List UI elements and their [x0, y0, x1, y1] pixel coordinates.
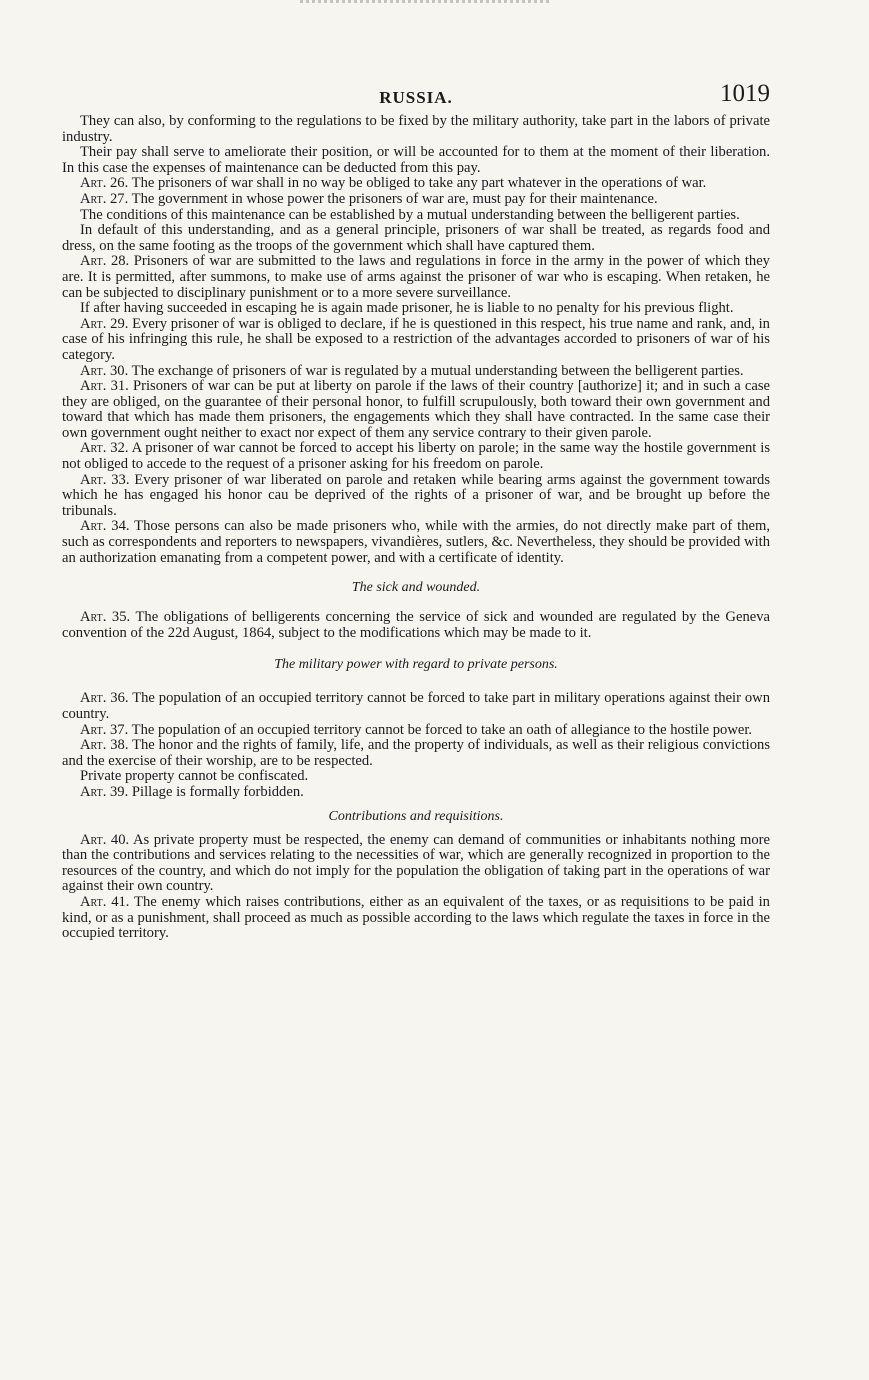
paragraph-text: Every prisoner of war liberated on parole and retaken while bearing arms against the government towards which he has engaged his honor cau be deprived of the rights of a prisoner of war, and be brought up before the tribunals.	[62, 471, 771, 519]
article-number: Art. 40.	[80, 831, 130, 848]
paragraph	[62, 223, 770, 254]
article-paragraph	[62, 610, 770, 641]
paragraph-text: The population of an occupied territory cannot be forced to take part in military operations against their own country.	[62, 690, 771, 722]
paragraph-text: Private property cannot be confiscated.	[80, 768, 309, 785]
paragraph-text: Prisoners of war can be put at liberty on parole if the laws of their country [authorize] it; and in such a case they are obliged, on the guarantee of their personal honor, to fulfill scrupulously, both toward their own government and toward that which has made them prisoners, the engagements which they shall have contracted. In the same case their own government ought neither to exact nor expect of them any service contrary to their given parole.	[62, 378, 770, 441]
article-paragraph	[62, 254, 770, 301]
article-paragraph	[62, 176, 770, 192]
article-number: Art. 36.	[80, 690, 129, 707]
article-paragraph	[62, 785, 770, 801]
article-number: Art. 41.	[80, 893, 130, 910]
paragraph-text: The obligations of belligerents concerning the service of sick and wounded are regulated by the Geneva convention of the 22d August, 1864, subject to the modifications which may be made to it.	[62, 609, 771, 641]
section-heading-sick-wounded: The sick and wounded.	[351, 580, 481, 596]
paragraph-text: The population of an occupied territory cannot be forced to take an oath of allegiance to the hostile power.	[131, 721, 753, 738]
article-number: Art. 39.	[80, 783, 129, 800]
paragraph-text: Pillage is formally forbidden.	[131, 783, 304, 800]
paragraph-text: The enemy which raises contributions, either as an equivalent of the taxes, or as requisitions to be paid in kind, or as a punishment, shall proceed as much as possible according to the laws which regulate the taxes in force in the occupied territory.	[62, 893, 770, 942]
paragraph-text: The exchange of prisoners of war is regulated by a mutual understanding between the belligerent parties.	[131, 362, 744, 379]
article-number: Art. 38.	[80, 737, 129, 754]
paragraph-text: Prisoners of war are submitted to the laws and regulations in force in the army in the power of which they are. It is permitted, after summons, to make use of arms against the prisoner of war who is escaping. When retaken, he can be subjected to disciplinary punishment or to a more severe surveillance.	[62, 253, 770, 301]
page-header	[62, 80, 770, 114]
paragraph	[62, 145, 770, 176]
section-heading-contributions: Contributions and requisitions.	[328, 808, 504, 824]
article-paragraph	[62, 379, 770, 441]
article-number: Art. 28.	[80, 253, 130, 270]
article-paragraph	[62, 364, 770, 380]
article-number: Art. 29.	[80, 315, 129, 332]
section-heading-private-persons: The military power with regard to private persons.	[274, 657, 558, 673]
paragraph-text: If after having succeeded in escaping he is again made prisoner, he is liable to no penalty for his previous flight.	[80, 300, 734, 317]
article-paragraph	[62, 723, 770, 739]
paragraph-text: The government in whose power the prisoners of war are, must pay for their maintenance.	[131, 190, 658, 207]
paragraph-text: In default of this understanding, and as a general principle, prisoners of war shall be treated, as regards food and dress, on the same footing as the troops of the government which shall have captured them.	[62, 222, 770, 254]
body-text-block-sick	[62, 610, 770, 641]
article-number: Art. 26.	[80, 175, 129, 192]
paragraph-text: A prisoner of war cannot be forced to accept his liberty on parole; in the same way the hostile government is not obliged to accede to the request of a prisoner asking for his freedom on parole.	[62, 440, 771, 473]
article-paragraph	[62, 317, 770, 364]
paragraph	[62, 301, 770, 317]
paragraph	[62, 769, 770, 785]
paragraph-text: As private property must be respected, the enemy can demand of communities or inhabitants nothing more than the contributions and services relating to the necessities of war, which are generally recognized in proportion to the resources of the country, and which do not imply for the population the obligation of taking part in the operations of war against their own country.	[62, 831, 771, 895]
article-paragraph	[62, 441, 770, 472]
article-paragraph	[62, 192, 770, 208]
body-text-block-private	[62, 691, 770, 800]
paragraph	[62, 208, 770, 224]
article-paragraph	[62, 691, 770, 722]
body-text-block-contributions	[62, 833, 770, 942]
paragraph-text: Every prisoner of war is obliged to declare, if he is questioned in this respect, his true name and rank, and, in case of his infringing this rule, he shall be exposed to a restriction of the advantages accorded to prisoners of war of his category.	[62, 315, 770, 363]
paragraph-text: They can also, by conforming to the regulations to be fixed by the military authority, take part in the labors of private industry.	[62, 113, 770, 145]
paragraph-text: Their pay shall serve to ameliorate their position, or will be accounted for to them at the moment of their liberation. In this case the expenses of maintenance can be deducted from this pay.	[62, 144, 770, 176]
running-head: RUSSIA.	[379, 88, 453, 107]
article-number: Art. 33.	[80, 471, 130, 488]
article-number: Art. 34.	[80, 518, 130, 535]
article-paragraph	[62, 895, 770, 942]
article-paragraph	[62, 519, 770, 566]
paragraph	[62, 114, 770, 145]
article-paragraph	[62, 473, 770, 520]
paragraph-text: The honor and the rights of family, life, and the property of individuals, as well as their religious convictions and the exercise of their worship, are to be respected.	[62, 737, 770, 769]
article-number: Art. 31.	[80, 378, 129, 395]
article-paragraph	[62, 833, 770, 895]
article-number: Art. 37.	[80, 721, 129, 738]
article-number: Art. 32.	[80, 440, 129, 457]
page-number: 1019	[720, 80, 770, 107]
article-number: Art. 27.	[80, 190, 129, 207]
paragraph-text: Those persons can also be made prisoners who, while with the armies, do not directly make part of them, such as correspondents and reporters to newspapers, vivandières, sutlers, &c. Nevertheless, they should be provided with an authorization emanating from a competent power, and with a certificate of identity.	[62, 518, 770, 566]
article-number: Art. 35.	[80, 609, 131, 626]
paragraph-text: The prisoners of war shall in no way be obliged to take any part whatever in the operations of war.	[131, 175, 707, 192]
article-paragraph	[62, 738, 770, 769]
body-text-block-1	[62, 114, 770, 566]
top-scan-rule	[300, 0, 550, 3]
document-page	[62, 80, 770, 942]
article-number: Art. 30.	[80, 362, 129, 379]
paragraph-text: The conditions of this maintenance can be established by a mutual understanding between the belligerent parties.	[80, 206, 740, 223]
